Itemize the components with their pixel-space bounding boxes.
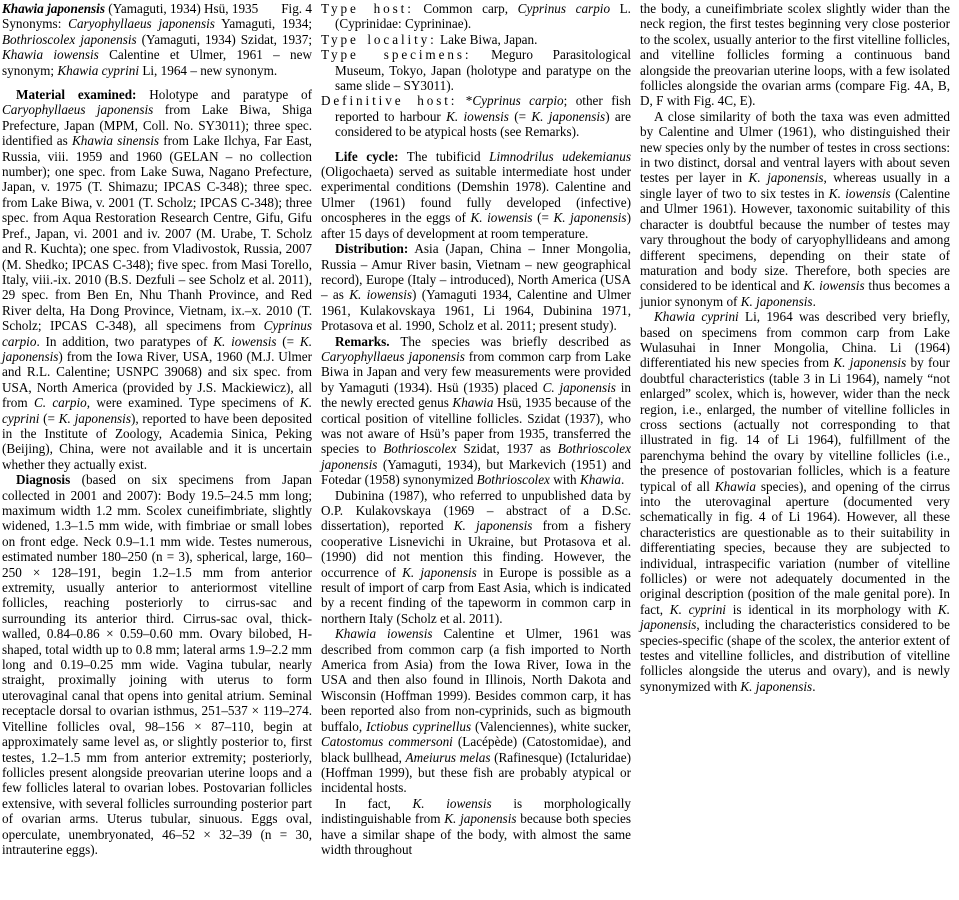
text-run: Khawia iowensis: [335, 626, 433, 642]
text-run: Dubinina (1987), who referred to unpublished data by O.P. Kulakovskaya (1969 – abstract of a D.Sc. dissertation), reported: [321, 487, 631, 534]
column-left: [2, 1, 312, 900]
text-run: Khawia iowensis: [2, 47, 99, 63]
text-run: The species was briefly described as: [389, 333, 631, 349]
text-run: K. japonensis: [740, 678, 813, 694]
text-run: , whereas usually in a single layer of two to six testes in: [640, 170, 950, 201]
text-run: ) are considered to be atypical hosts (see Remarks).: [335, 108, 631, 140]
text-run: , were examined. Type specimens of: [86, 395, 300, 411]
text-run: in the newly erected genus: [321, 379, 631, 411]
text-run: Khawia japonensis: [2, 1, 105, 16]
text-run: K. japonensis: [2, 333, 312, 364]
text-run: Bothrioscolex japonensis: [321, 441, 631, 472]
text-run: ) from the Iowa River, USA, 1960 (M.J. Ulmer and R.L. Calentine; USNPC 39068) and six spec. from USA, North America (provided by J.S. Mackiewicz), all from: [2, 348, 312, 411]
text-run: Synonyms:: [2, 16, 69, 32]
text-run: Common carp,: [413, 1, 518, 16]
text-run: . In addition, two paratypes of: [36, 333, 214, 349]
figure-reference: Fig. 4: [281, 1, 312, 16]
paragraph-synonyms: [2, 16, 312, 78]
text-run: from Lake Ilchya, Far East, Russia, viii. 1959 and 1960 (GELAN – no collection number); one spec. from Lake Suwa, Nagano Prefecture, Japan, v. 1975 (T. Shimazu; IPCAS C-348); three spec. from Lake Biwa, v. 2001 (T. Scholz; IPCAS C-348); three spec. from Aqua Restoration Research Centre, Gifu, Gifu Pref., Japan, vi. 2001 and iv. 2007 (M. Urabe, T. Scholz and R. Kuchta); one spec. from Vladivostok, Russia, 2007 (M. Shedko; IPCAS C-348); five spec. from Masi Torello, Italy, viii.-ix. 2010 (B.S. Dezfuli – see Scholz et al. 2011), 29 spec. from Ben En, Nhu Thanh Province, and Red River delta, Ha Dong Province, Vietnam, ix.–x. 2010 (T. Scholz; IPCAS C-348), all specimens from: [2, 133, 312, 334]
text-run: *: [457, 93, 473, 109]
text-run: Calentine et Ulmer, 1961 – new synonym;: [2, 47, 312, 78]
text-run: (Oligochaeta) served as suitable intermediate host under experimental conditions (Demshin 1978). Calentine and Ulmer (1961) found fully developed (infective) oncospheres in the eggs of: [321, 164, 631, 226]
text-run: Meguro Parasitological Museum, Tokyo, Japan (holotype and paratype on the same slide – SY3011).: [335, 47, 631, 94]
text-run: (Yamaguti, 1934), but Markevich (1951) and Fotedar (1958) synonymized: [321, 456, 631, 488]
entry-type-specimens: [321, 47, 631, 93]
paragraph-dubinina: [321, 488, 631, 627]
text-run: Type host:: [321, 1, 414, 16]
text-run: Caryophyllaeus japonensis: [68, 16, 215, 32]
text-run: (Yamaguti, 1934) Szidat, 1937;: [136, 31, 312, 47]
column-middle: [321, 1, 631, 900]
text-run: Calentine et Ulmer, 1961 was described from common carp (a fish imported to North America from Asia) from the Iowa River, Iowa in the USA and then also found in Illinois, North Dakota and Wisconsin (Hoffman 1999). Besides common carp, it has been reported also from non-cyprinids, such as bigmouth buffalo,: [321, 626, 631, 734]
text-run: K. japonensis: [740, 293, 813, 309]
text-run: (=: [276, 333, 300, 349]
text-run: Yamaguti, 1934;: [214, 16, 312, 32]
text-run: K. japonensis: [402, 564, 477, 580]
text-run: Definitive host:: [321, 93, 458, 109]
text-run: from common carp from Lake Biwa in Japan and very few measurements were provided by Yamaguti (1934). Hsü (1935) placed: [321, 348, 631, 395]
text-run: Caryophyllaeus japonensis: [2, 102, 154, 118]
text-run: ; other fish reported to harbour: [335, 93, 631, 124]
paragraph-distribution: [321, 241, 631, 333]
text-run: Life cycle:: [335, 148, 399, 164]
text-run: (=: [532, 210, 554, 226]
text-run: ) after 15 days of development at room temperature.: [321, 210, 631, 241]
text-run: K. iowensis: [349, 287, 413, 303]
text-run: Khawia cyprini: [57, 62, 140, 78]
text-run: Material examined:: [16, 87, 137, 103]
text-run: K. iowensis: [470, 210, 533, 226]
text-run: is identical in its morphology with: [725, 601, 938, 617]
text-run: because both species have a similar shape of the body, with almost the same width throughout: [321, 811, 631, 857]
text-run: ), reported to have been deposited in the Institute of Zoology, Academia Sinica, Peking (Beijing), China, were not available and it is uncertain whether they actually exist.: [2, 410, 312, 472]
text-run: K. japonensis: [453, 518, 533, 534]
text-run: Asia (Japan, China – Inner Mongolia, Russia – Amur River basin, Vietnam – new geographical record), Europe (Italy – introduced), North America (USA – as: [321, 241, 631, 303]
text-run: K. iowensis: [412, 795, 492, 811]
text-run: in Europe is possible as a result of import of carp from East Asia, which is indicated by a recent finding of the tapeworm in common carp in northern Italy (Scholz et al. 2011).: [321, 564, 631, 626]
text-run: The tubificid: [398, 148, 490, 164]
text-run: Ameiurus melas: [405, 749, 491, 765]
text-run: Khawia sinensis: [71, 133, 160, 149]
text-run: (Yamaguti, 1934) Hsü, 1935: [104, 1, 259, 16]
text-run: A close similarity of both the taxa was even admitted by Calentine and Ulmer (1961), who distinguished their new species only by the number of testes in cross sections: in two distinct, dorsal and ventral layers with about seven testes per layer in: [640, 108, 950, 186]
text-run: ) (Yamaguti 1934, Calentine and Ulmer 1961, Kulakovskaya 1961, Li 1964, Dubinina 1971, Protasova et al. 1990, Scholz et al. 2011; present study).: [321, 287, 631, 334]
text-run: Khawia: [452, 395, 494, 411]
text-run: Cyprinus carpio: [517, 1, 611, 16]
text-run: (based on six specimens from Japan collected in 2001 and 2007): Body 19.5–24.5 mm long; maximum width 1.2 mm. Scolex cuneifimbriate, slightly widened, 1.3–1.5 mm wide, with fimbriae or small lobes on front edge. Neck 0.9–1.1 mm wide. Testes numerous, estimated number 180–250 (n = 3), spherical, large, 160–250 × 128–191, begin 1.2–1.5 mm from anterior extremity, usually anterior to anteriormost vitelline follicles, reaching posteriorly to cirrus-sac and surrounding its anterior third. Cirrus-sac oval, thick-walled, 0.84–0.86 × 0.59–0.60 mm. Ovary bilobed, H-shaped, total width up to 0.8 mm; lateral arms 1.9–2.2 mm long and 0.19–0.25 mm wide. Vagina tubular, nearly straight, proximally joining with uterus to form uterovaginal canal that opens into genital atrium. Seminal receptacle dorsal to ovarian isthmus, 251–537 × 119–274. Vitelline follicles oval, 98–156 × 87–110, begin at approximately same level as, or slightly posterior to, first testes, 1.2–1.5 mm from anterior extremity; posteriorly, follicles present alongside preovarian uterine loops and a few follicles lateral to ovarian lobes. Postovarian follicles extensive, with several follicles surrounding posterior part of ovarian arms. Uterus tubular, sinuous. Eggs oval, operculate, unembryonated, 46–52 × 32–39 (n = 30, intrauterine eggs).: [2, 472, 312, 857]
text-run: .: [812, 293, 816, 309]
text-run: L. (Cyprinidae: Cyprininae).: [335, 1, 631, 32]
text-run: Li, 1964 – new synonym.: [139, 62, 278, 78]
text-run: K. japonensis: [640, 601, 951, 633]
text-run: C. japonensis: [542, 379, 616, 395]
paragraph-material-examined: [2, 87, 312, 472]
entry-type-host: [321, 1, 631, 32]
paragraph-close-similarity: [640, 109, 950, 309]
text-run: K. iowensis: [446, 108, 509, 124]
text-run: K. japonensis: [833, 355, 907, 371]
text-run: (=: [508, 108, 532, 124]
text-run: from Lake Biwa, Shiga Prefecture, Japan (MPM, Coll. No. SY3011); three spec. identified as: [2, 102, 312, 149]
text-run: (Lacépède) (Catostomidae), and black bullhead,: [321, 734, 631, 765]
text-run: with: [549, 472, 580, 488]
text-run: (Valenciennes), white sucker,: [471, 718, 632, 734]
species-heading: [2, 1, 312, 16]
text-run: Diagnosis: [16, 472, 71, 488]
column-right: [640, 1, 950, 900]
text-run: Khawia: [579, 472, 621, 488]
entry-definitive-host: [321, 93, 631, 139]
text-run: (Rafinesque) (Ictaluridae) (Hoffman 1999), but these fish are probably atypical or incidental hosts.: [321, 749, 631, 796]
text-run: is morphologically indistinguishable from: [321, 795, 632, 827]
text-run: Cyprinus carpio: [472, 93, 564, 109]
text-run: Caryophyllaeus japonensis: [321, 348, 465, 364]
paragraph-diagnosis: [2, 472, 312, 857]
text-run: Khawia: [714, 478, 756, 494]
text-run: .: [621, 472, 625, 488]
text-run: Bothrioscolex: [383, 441, 457, 457]
text-run: thus becomes a junior synonym of: [640, 278, 950, 309]
entry-type-locality: [321, 32, 631, 47]
text-run: (Calentine and Ulmer 1961). However, taxonomic suitability of this character is doubtful because the number of testes may vary throughout the body of caryophyllideans and among different specimens, depending on their state of maturation and body size. Therefore, both species are considered to be identical and: [640, 185, 950, 294]
text-run: Khawia cyprini: [654, 309, 739, 325]
text-run: K. iowensis: [213, 333, 277, 349]
paragraph-life-cycle: [321, 149, 631, 241]
text-run: .: [812, 678, 816, 694]
species-name-authority: [2, 1, 258, 16]
text-run: Type specimens:: [321, 47, 472, 63]
text-run: Bothrioscolex japonensis: [2, 31, 137, 47]
text-run: K. japonensis: [553, 210, 627, 226]
text-run: C. carpio: [33, 395, 87, 411]
text-run: Szidat, 1937 as: [456, 441, 558, 457]
text-run: K. cyprini: [2, 395, 312, 426]
text-run: from a fishery cooperative Lisnevichi in Ukraine, but Protasova et al. (1990) did not mention this finding. However, the occurrence of: [321, 518, 631, 580]
text-run: Cyprinus carpio: [2, 318, 312, 349]
text-run: Remarks.: [335, 333, 390, 349]
text-run: , including the characteristics considered to be species-specific (shape of the scolex, the anterior extent of testes and vitelline follicles, and distribution of vitelline follicles alongside the uterus and ovary), and is newly synonymized with: [640, 617, 950, 694]
text-run: species), and opening of the cirrus into the uterovaginal aperture (documented very schematically in fig. 4 of Li 1964). However, all these characteristics are questionable as to their suitability in differentiating species, because they are subjected to individual, intraspecific variation (number of vitelline follicles) or were not adequately documented in the original description (position of the male genital pore). In fact,: [640, 478, 950, 617]
paragraph-khawia-cyprini: [640, 309, 950, 694]
text-run: Catostomus commersoni: [321, 734, 453, 750]
text-run: Hsü, 1935 because of the cortical position of vitelline follicles. Szidat (1937), who was not aware of Hsü’s paper from 1935, transferred the species to: [321, 395, 631, 457]
paragraph-remarks: [321, 334, 631, 488]
text-run: K. japonensis: [444, 811, 517, 827]
text-run: K. japonensis: [58, 410, 131, 426]
text-run: Type locality:: [321, 31, 437, 47]
text-run: the body, a cuneifimbriate scolex slightly wider than the neck region, the first testes beginning very close posterior to the scolex, usually anterior to the first vitelline follicles, and vitelline follicles forming a continuous band alongside the preovarian uterine loops, with a few isolated follicles alongside the ovarian arms (compare Fig. 4A, B, D, F with Fig. 4C, E).: [640, 1, 950, 109]
text-run: by four doubtful characteristics (table 3 in Li 1964), namely “not enlarged” scolex, which is, however, wider than the neck region, i.e., enlarged, the number of vitelline follicles in cross sections (actually not corresponding to that illustrated in fig. 14 of Li 1964), fulfillment of the parenchyma behind the ovary by vitelline follicles (i.e., the presence of postovarian follicles, which is a feature typical of all: [640, 355, 950, 494]
paragraph-continuation: [640, 1, 950, 109]
text-run: Limnodrilus udekemianus: [489, 148, 632, 164]
text-run: Holotype and paratype of: [136, 87, 312, 103]
text-run: K. japonensis: [531, 108, 606, 124]
text-run: K. cyprini: [669, 601, 726, 617]
text-run: Bothrioscolex: [476, 472, 550, 488]
text-run: K. iowensis: [803, 278, 865, 294]
text-run: In fact,: [335, 795, 413, 811]
text-run: Ictiobus cyprinellus: [366, 718, 472, 734]
text-run: Lake Biwa, Japan.: [436, 31, 538, 47]
text-run: (=: [39, 410, 59, 426]
text-run: K. japonensis: [748, 170, 824, 186]
text-run: Li, 1964 was described very briefly, based on specimens from common carp from Lake Wulasuhai in Inner Mongolia, China. Li (1964) differentiated his new species from: [640, 309, 950, 371]
text-run: Distribution:: [335, 241, 409, 257]
paragraph-khawia-iowensis: [321, 626, 631, 795]
text-run: K. iowensis: [828, 185, 891, 201]
paragraph-in-fact: [321, 796, 631, 858]
